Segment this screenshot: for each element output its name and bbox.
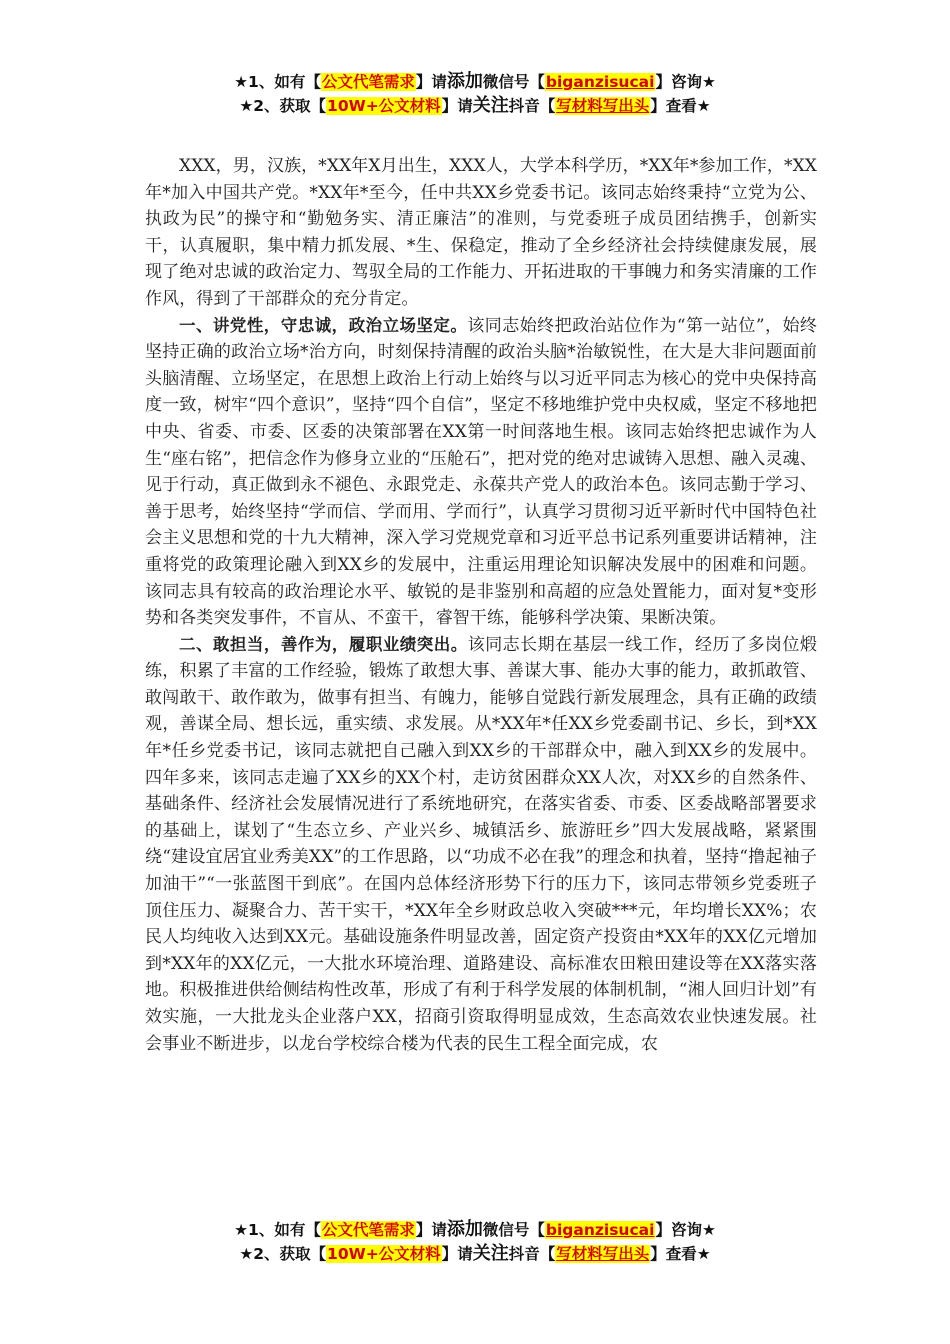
document-body: [145, 153, 817, 1057]
footer-promo-banner: [0, 1218, 950, 1266]
highlight-materials: 10W+公文材料: [327, 1245, 441, 1263]
promo-line-1: ★1、如有【公文代笔需求】请添加微信号【biganzisucai】咨询★: [234, 1219, 716, 1240]
highlight-materials: 10W+公文材料: [327, 97, 441, 115]
intro-paragraph: XXX，男，汉族，*XX年X月出生，XXX人，大学本科学历，*XX年*参加工作，*XX年*加入中国共产党。*XX年*至今，任中共XX乡党委书记。该同志始终秉持“立党为公、执政为民”的操守和“勤勉务实、清正廉洁”的准则，与党委班子成员团结携手，创新实干，认真履职，集中精力抓发展、*生、保稳定，推动了全乡经济社会持续健康发展，展现了绝对忠诚的政治定力、驾驭全局的工作能力、开拓进取的干事魄力和务实清廉的工作作风，得到了干部群众的充分肯定。: [145, 156, 817, 309]
highlight-douyin-account: 写材料写出头: [556, 97, 650, 115]
highlight-service: 公文代笔需求: [321, 73, 415, 91]
section-1-heading: 一、讲党性，守忠诚，政治立场坚定。: [179, 315, 468, 335]
promo-line-2: ★2、获取【10W+公文材料】请关注抖音【写材料写出头】查看★: [239, 1243, 711, 1264]
section-2-paragraph: [145, 632, 817, 1058]
highlight-wechat-id: biganzisucai: [545, 1221, 655, 1239]
section-2-heading: 二、敢担当，善作为，履职业绩突出。: [179, 634, 468, 654]
promo-line-1: ★1、如有【公文代笔需求】请添加微信号【biganzisucai】咨询★: [234, 71, 716, 92]
promo-line-2: ★2、获取【10W+公文材料】请关注抖音【写材料写出头】查看★: [239, 95, 711, 116]
section-1-paragraph: [145, 313, 817, 632]
section-1-text: 该同志始终把政治站位作为“第一站位”，始终坚持正确的政治立场*治方向，时刻保持清醒的政治头脑*治敏锐性，在大是大非问题面前头脑清醒、立场坚定，在思想上政治上行动上始终与以习近平同志为核心的党中央保持高度一致，树牢“四个意识”，坚持“四个自信”，坚定不移地维护党中央权威，坚定不移地把中央、省委、市委、区委的决策部署在XX第一时间落地生根。该同志始终把忠诚作为人生“座右铭”，把信念作为修身立业的“压舱石”，把对党的绝对忠诚铸入思想、融入灵魂、见于行动，真正做到永不褪色、永跟党走、永葆共产党人的政治本色。该同志勤于学习、善于思考，始终坚持“学而信、学而用、学而行”，认真学习贯彻习近平新时代中国特色社会主义思想和党的十九大精神，深入学习党规党章和习近平总书记系列重要讲话精神，注重将党的政策理论融入到XX乡的发展中，注重运用理论知识解决发展中的困难和问题。该同志具有较高的政治理论水平、敏锐的是非鉴别和高超的应急处置能力，面对复*变形势和各类突发事件，不盲从、不蛮干，睿智干练，能够科学决策、果断决策。: [145, 315, 818, 629]
highlight-service: 公文代笔需求: [321, 1221, 415, 1239]
section-2-text: 该同志长期在基层一线工作，经历了多岗位煅练，积累了丰富的工作经验，锻炼了敢想大事、善谋大事、能办大事的能力，敢抓敢管、敢闯敢干、敢作敢为，做事有担当、有魄力，能够自觉践行新发展理念，具有正确的政绩观，善谋全局、想长远，重实绩、求发展。从*XX年*任XX乡党委副书记、乡长，到*XX年*任乡党委书记，该同志就把自己融入到XX乡的干部群众中，融入到XX乡的发展中。四年多来，该同志走遍了XX乡的XX个村，走访贫困群众XX人次，对XX乡的自然条件、基础条件、经济社会发展情况进行了系统地研究，在落实省委、市委、区委战略部署要求的基础上，谋划了“生态立乡、产业兴乡、城镇活乡、旅游旺乡”四大发展战略，紧紧围绕“建设宜居宜业秀美XX”的工作思路，以“功成不必在我”的理念和执着，坚持“撸起袖子加油干”“一张蓝图干到底”。在国内总体经济形势下行的压力下，该同志带领乡党委班子顶住压力、凝聚合力、苦干实干，*XX年全乡财政总收入突破***元，年均增长XX%；农民人均纯收入达到XX元。基础设施条件明显改善，固定资产投资由*XX年的XX亿元增加到*XX年的XX亿元，一大批水环境治理、道路建设、高标准农田粮田建设等在XX落实落地。积极推进供给侧结构性改革，形成了有利于科学发展的体制机制，“湘人回归计划”有效实施，一大批龙头企业落户XX，招商引资取得明显成效，生态高效农业快速发展。社会事业不断进步，以龙台学校综合楼为代表的民生工程全面完成，农: [145, 634, 817, 1054]
header-promo-banner: [0, 70, 950, 118]
highlight-wechat-id: biganzisucai: [545, 73, 655, 91]
highlight-douyin-account: 写材料写出头: [556, 1245, 650, 1263]
